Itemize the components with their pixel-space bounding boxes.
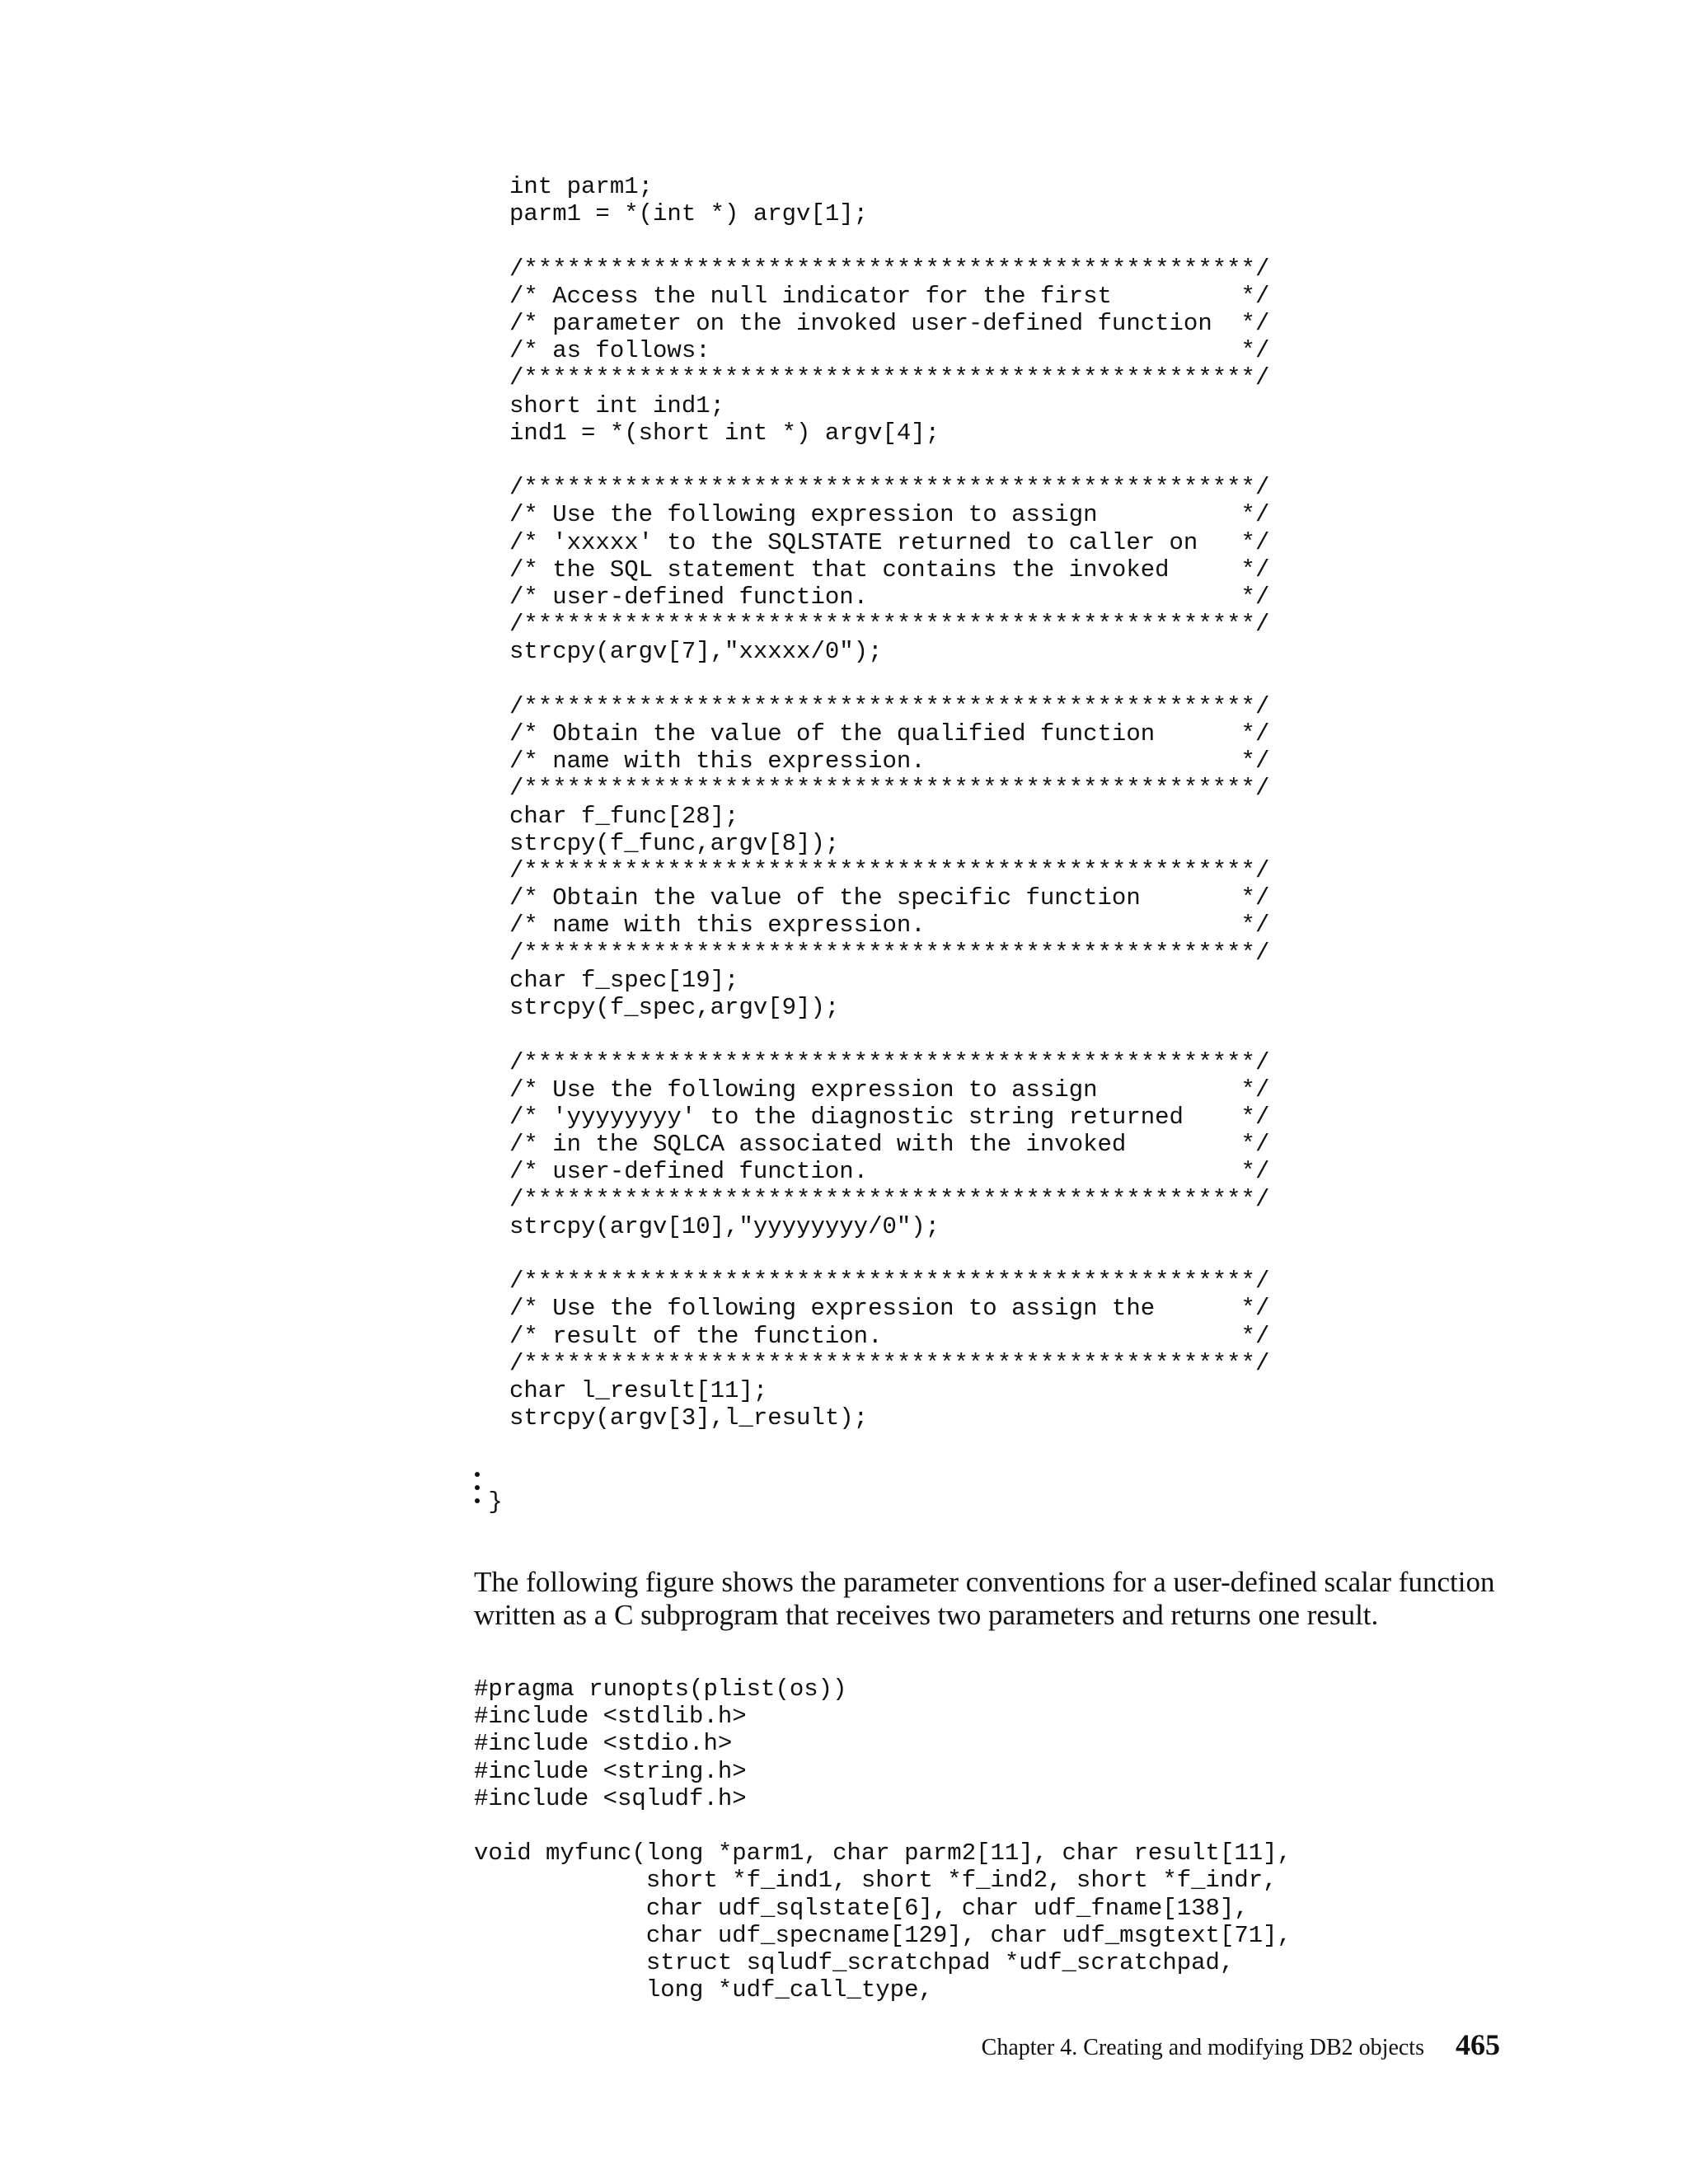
body-paragraph: The following figure shows the parameter conventions for a user-defined scalar function written as a C subprogram that receives two parameters and returns one result. — [474, 1566, 1495, 1631]
page-footer — [982, 2027, 1500, 2062]
code-closing-brace: } — [474, 1488, 503, 1516]
code-block-myfunc-signature: #pragma runopts(plist(os)) #include <stdlib.h> #include <stdio.h> #include <string.h> #include <sqludf.h> void myfunc(long *parm1, char parm2[11], char result[11], short *f_ind1, short *f_ind2, short *f_indr, char udf_sqlstate[6], char udf_fname[138], char udf_specname[129], char udf_msgtext[71], struct sqludf_scratchpad *udf_scratchpad, long *udf_call_type, — [474, 1675, 1292, 2004]
chapter-title: Chapter 4. Creating and modifying DB2 objects — [981, 2035, 1424, 2060]
page-number: 465 — [1456, 2028, 1500, 2061]
code-block-udf-body: int parm1; parm1 = *(int *) argv[1]; /***************************************************/ /* Access the null indicator for the first */ /* parameter on the invoked user-defined function */ /* as follows: */ /***************************************************/ short int ind1; ind1 = *(short int *) argv[4]; /***************************************************/ /* Use the following expression to assign */ /* 'xxxxx' to the SQLSTATE returned to caller on */ /* the SQL statement that contains the invoked */ /* user-defined function. */ /***************************************************/ strcpy(argv[7],"xxxxx/0"); /***************************************************/ /* Obtain the value of the qualified function */ /* name with this expression. */ /***************************************************/ char f_func[28]; strcpy(f_func,argv[8]); /***************************************************/ /* Obtain the value of the specific function */ /* name with this expression. */ /***************************************************/ char f_spec[19]; strcpy(f_spec,argv[9]); /***************************************************/ /* Use the following expression to assign */ /* 'yyyyyyyy' to the diagnostic string returned */ /* in the SQLCA associated with the invoked */ /* user-defined function. */ /***************************************************/ strcpy(argv[10],"yyyyyyyy/0"); /***************************************************/ /* Use the following expression to assign the */ /* result of the function. */ /***************************************************/ char l_result[11]; strcpy(argv[3],l_result); — [509, 173, 1270, 1432]
